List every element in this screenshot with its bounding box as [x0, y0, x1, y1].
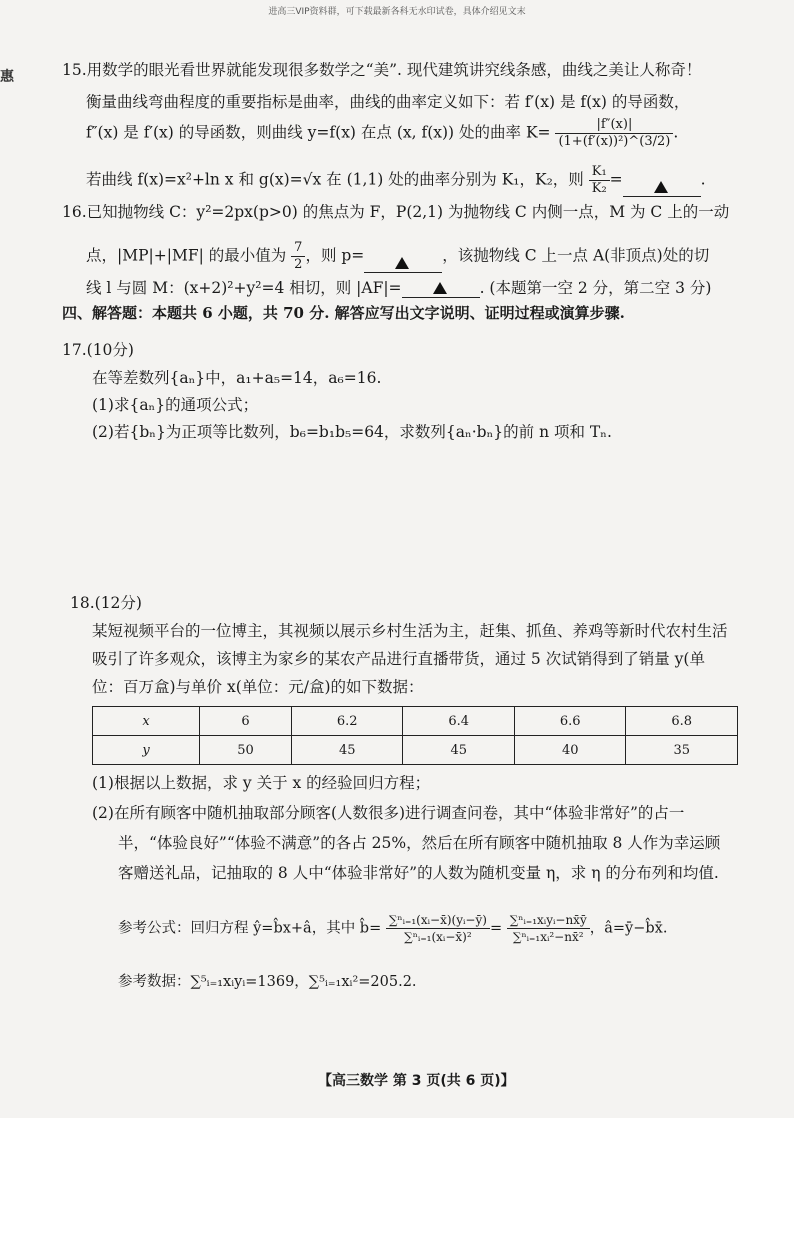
q18-part1: (1)根据以上数据，求 y 关于 x 的经验回归方程； — [92, 774, 431, 792]
table-cell: 45 — [292, 736, 403, 765]
q18-part2-line3: 客赠送礼品，记抽取的 8 人中“体验非常好”的人数为随机变量 η，求 η 的分布列和均值. — [118, 864, 719, 882]
header-note: 进高三VIP资料群，可下载最新各科无水印试卷，具体介绍见文末 — [268, 7, 526, 17]
q16-line3 — [86, 278, 711, 298]
q18-formula — [118, 912, 667, 945]
q17-title: 17.(10分) — [62, 341, 134, 359]
page-footer: 【高三数学 第 3 页(共 6 页)】 — [318, 1073, 515, 1089]
q16-line2-text: 点，|MP|+|MF| 的最小值为 — [86, 246, 287, 265]
triangle-icon — [654, 181, 668, 193]
q15-line3-text: f″(x) 是 f′(x) 的导函数，则曲线 y=f(x) 在点 (x, f(x)) 处的曲率 K= — [86, 123, 551, 142]
min-denominator: 2 — [294, 257, 303, 272]
formula-prefix: 参考公式：回归方程 ŷ=b̂x+â，其中 b̂= — [118, 920, 382, 937]
section-heading: 四、解答题：本题共 6 小题，共 70 分. 解答应写出文字说明、证明过程或演算步骤. — [62, 304, 625, 322]
q16-line1: 16.已知抛物线 C：y²=2px(p>0) 的焦点为 F，P(2,1) 为抛物线 C 内侧一点，M 为 C 上的一动 — [62, 203, 730, 221]
q17-line1: 在等差数列{aₙ}中，a₁+a₅=14，a₆=16. — [92, 369, 382, 387]
triangle-icon — [395, 257, 409, 269]
table-cell: 6 — [200, 707, 292, 736]
min-numerator: 7 — [291, 240, 305, 257]
curvature-numerator: |f″(x)| — [555, 117, 673, 134]
table-header-x: x — [93, 707, 200, 736]
curvature-denominator: (1+(f′(x))²)^(3/2) — [558, 134, 671, 149]
curvature-fraction — [555, 117, 673, 150]
q18-part2-line1: (2)在所有顾客中随机抽取部分顾客(人数很多)进行调查问卷，其中“体验非常好”的占一 — [92, 804, 685, 822]
formula-fraction-2 — [507, 912, 590, 945]
q15-line2: 衡量曲线弯曲程度的重要指标是曲率，曲线的曲率定义如下：若 f′(x) 是 f(x) 的导函数， — [86, 93, 690, 111]
q15-line3 — [86, 117, 678, 150]
q16-line2-tail: ，该抛物线 C 上一点 A(非顶点)处的切 — [442, 246, 710, 265]
table-row — [93, 736, 738, 765]
q18-part2-line2: 半，“体验良好”“体验不满意”的各占 25%，然后在所有顾客中随机抽取 8 人作为幸运顾 — [118, 834, 721, 852]
q17-part1: (1)求{aₙ}的通项公式； — [92, 396, 259, 414]
table-cell: 6.2 — [292, 707, 403, 736]
table-cell: 45 — [403, 736, 514, 765]
triangle-icon — [433, 282, 447, 294]
ratio-fraction — [589, 164, 610, 197]
q16-line2 — [86, 240, 709, 273]
q15-line4-end: . — [700, 170, 706, 189]
ratio-denominator: K₂ — [591, 181, 607, 196]
q15-line4 — [86, 164, 706, 197]
formula-fraction-2-num: ∑ⁿᵢ₌₁xᵢyᵢ−nx̄ȳ — [507, 912, 590, 929]
q16-line3-tail: . (本题第一空 2 分，第二空 3 分) — [479, 279, 712, 297]
ratio-numerator: K₁ — [589, 164, 610, 181]
min-value-fraction — [291, 240, 305, 273]
formula-fraction-2-den: ∑ⁿᵢ₌₁xᵢ²−nx̄² — [512, 930, 584, 944]
q15-line1: 15.用数学的眼光看世界就能发现很多数学之“美”. 现代建筑讲究线条感，曲线之美让人称奇！ — [62, 61, 702, 79]
formula-suffix: ，â=ȳ−b̂x̄. — [589, 920, 668, 937]
table-cell: 6.6 — [514, 707, 625, 736]
q18-line1: 某短视频平台的一位博主，其视频以展示乡村生活为主，赶集、抓鱼、养鸡等新时代农村生活 — [92, 622, 728, 640]
answer-blank-q16-af[interactable] — [402, 279, 480, 298]
q16-p-label: ，则 p= — [305, 246, 365, 265]
margin-mark: 惠 — [0, 69, 14, 85]
table-cell: 40 — [514, 736, 625, 765]
q17-part2: (2)若{bₙ}为正项等比数列，b₆=b₁b₅=64，求数列{aₙ·bₙ}的前 n 项和 Tₙ. — [92, 423, 612, 441]
formula-equals: = — [489, 920, 503, 937]
table-header-y: y — [93, 736, 200, 765]
q18-reference-data: 参考数据：∑⁵ᵢ₌₁xᵢyᵢ=1369，∑⁵ᵢ₌₁xᵢ²=205.2. — [118, 974, 417, 990]
q18-title: 18.(12分) — [70, 594, 142, 612]
table-cell: 50 — [200, 736, 292, 765]
table-row — [93, 707, 738, 736]
formula-fraction-1-num: ∑ⁿᵢ₌₁(xᵢ−x̄)(yᵢ−ȳ) — [386, 912, 490, 929]
q15-equals: = — [609, 170, 623, 189]
table-cell: 6.8 — [626, 707, 738, 736]
formula-fraction-1-den: ∑ⁿᵢ₌₁(xᵢ−x̄)² — [404, 930, 472, 944]
table-cell: 6.4 — [403, 707, 514, 736]
q15-line3-end: . — [673, 123, 679, 142]
table-cell: 35 — [626, 736, 738, 765]
answer-blank-q15[interactable] — [623, 178, 701, 197]
answer-blank-q16-p[interactable] — [364, 254, 442, 273]
sales-data-table — [92, 706, 738, 765]
formula-fraction-1 — [386, 912, 490, 945]
q15-line4-text: 若曲线 f(x)=x²+ln x 和 g(x)=√x 在 (1,1) 处的曲率分别为 K₁，K₂，则 — [86, 170, 584, 189]
q18-line2: 吸引了许多观众，该博主为家乡的某农产品进行直播带货，通过 5 次试销得到了销量 y(单 — [92, 650, 705, 668]
bottom-blank-area — [0, 1118, 794, 1249]
q18-line3: 位：百万盒)与单价 x(单位：元/盒)的如下数据： — [92, 678, 424, 696]
q16-line3-text: 线 l 与圆 M：(x+2)²+y²=4 相切，则 |AF|= — [86, 279, 402, 297]
